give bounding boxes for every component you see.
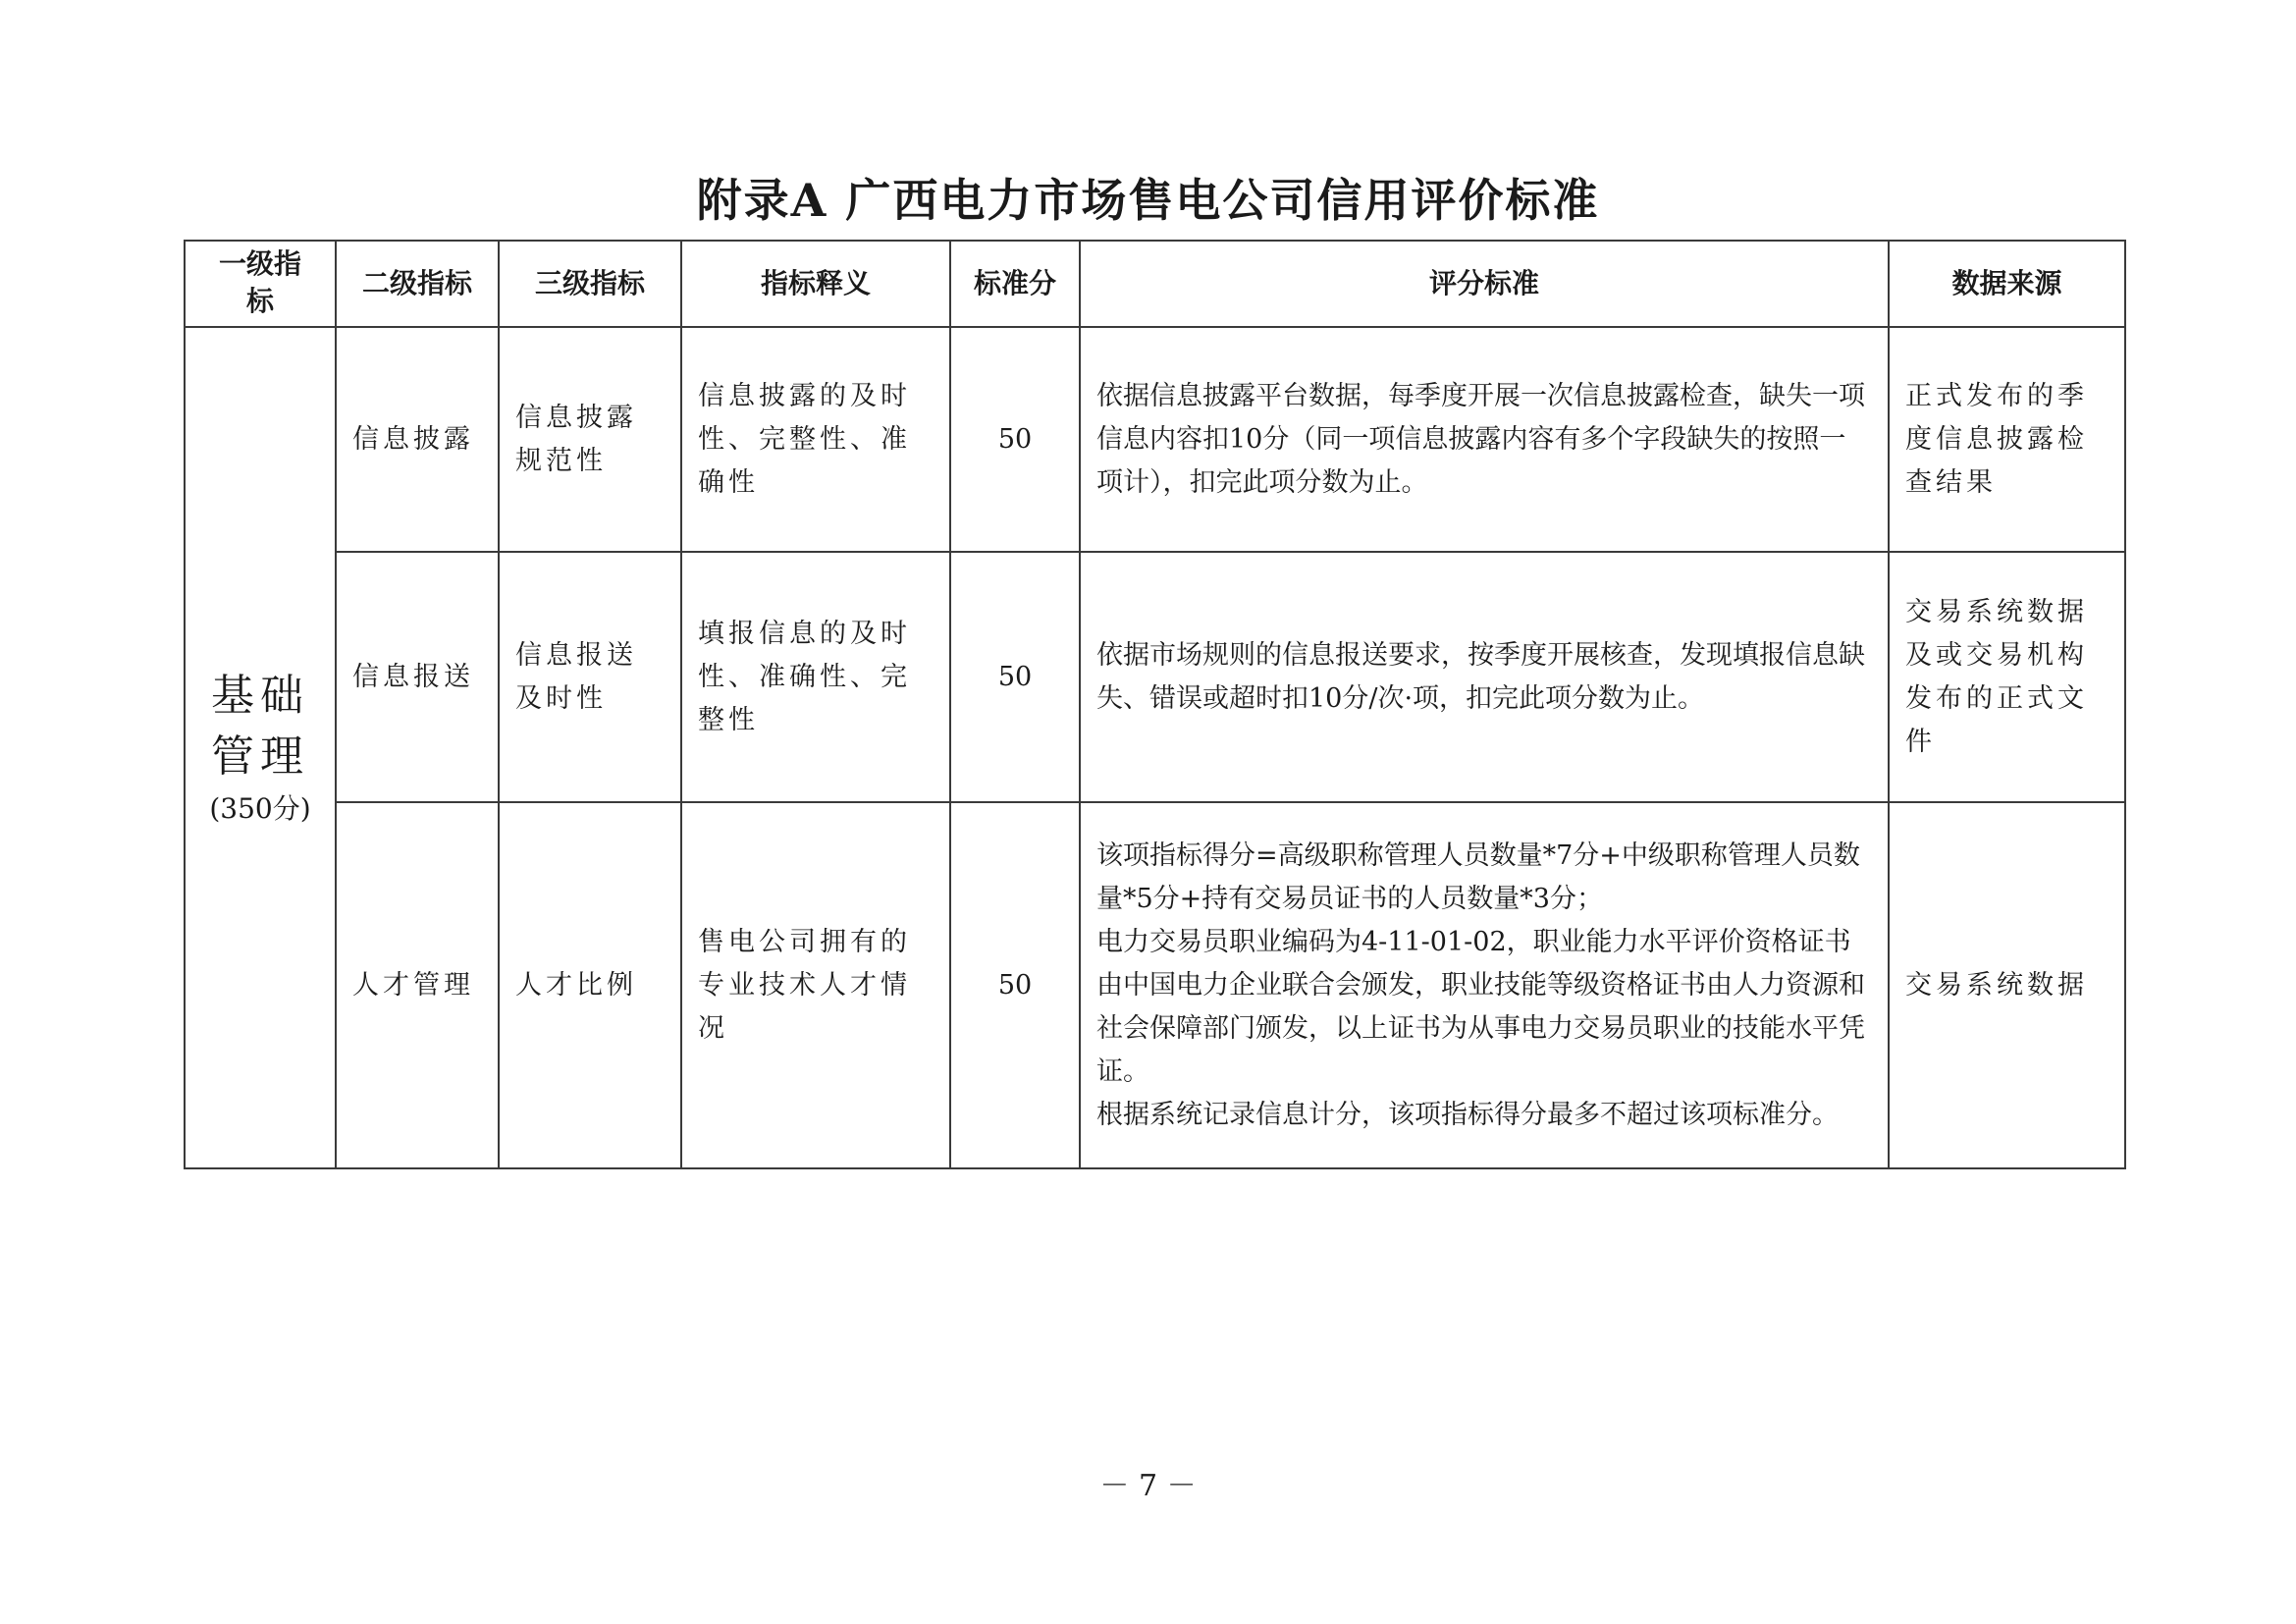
level2-indicator: 信息披露 xyxy=(336,327,499,552)
level3-indicator: 人才比例 xyxy=(499,802,681,1168)
level1-indicator-name: 基础管理 xyxy=(211,670,309,782)
indicator-definition: 填报信息的及时性、准确性、完整性 xyxy=(681,552,950,802)
indicator-definition: 售电公司拥有的专业技术人才情况 xyxy=(681,802,950,1168)
level3-indicator: 信息报送及时性 xyxy=(499,552,681,802)
scoring-criteria xyxy=(1080,327,1889,552)
standard-score: 50 xyxy=(950,327,1080,552)
table-row xyxy=(185,327,2125,552)
table-row xyxy=(185,802,2125,1168)
level3-indicator: 信息披露规范性 xyxy=(499,327,681,552)
scoring-criteria xyxy=(1080,802,1889,1168)
document-title: 附录A 广西电力市场售电公司信用评价标准 xyxy=(696,174,1600,227)
criteria-paragraph: 电力交易员职业编码为4-11-01-02，职业能力水平评价资格证书由中国电力企业联合会颁发，职业技能等级资格证书由人力资源和社会保障部门颁发，以上证书为从事电力交易员职业的技能水平凭证。 xyxy=(1096,926,1865,1087)
indicator-definition: 信息披露的及时性、完整性、准确性 xyxy=(681,327,950,552)
header-level3: 三级指标 xyxy=(499,241,681,327)
header-standard-score: 标准分 xyxy=(950,241,1080,327)
criteria-paragraph: 该项指标得分=高级职称管理人员数量*7分+中级职称管理人员数量*5分+持有交易员证书的人员数量*3分； xyxy=(1096,839,1860,914)
scoring-criteria xyxy=(1080,552,1889,802)
criteria-paragraph: 依据市场规则的信息报送要求，按季度开展核查，发现填报信息缺失、错误或超时扣10分/次·项，扣完此项分数为止。 xyxy=(1096,639,1865,714)
header-level2: 二级指标 xyxy=(336,241,499,327)
data-source: 交易系统数据及或交易机构发布的正式文件 xyxy=(1889,552,2125,802)
table-row xyxy=(185,552,2125,802)
header-data-source: 数据来源 xyxy=(1889,241,2125,327)
header-level1: 一级指标 xyxy=(185,241,336,327)
standard-score: 50 xyxy=(950,802,1080,1168)
data-source: 正式发布的季度信息披露检查结果 xyxy=(1889,327,2125,552)
standard-score: 50 xyxy=(950,552,1080,802)
level1-indicator-cell xyxy=(185,327,336,1168)
data-source: 交易系统数据 xyxy=(1889,802,2125,1168)
header-definition: 指标释义 xyxy=(681,241,950,327)
header-criteria: 评分标准 xyxy=(1080,241,1889,327)
page-number: － 7 － xyxy=(1099,1469,1197,1503)
level2-indicator: 信息报送 xyxy=(336,552,499,802)
criteria-paragraph: 依据信息披露平台数据，每季度开展一次信息披露检查，缺失一项信息内容扣10分（同一项信息披露内容有多个字段缺失的按照一项计），扣完此项分数为止。 xyxy=(1096,380,1865,498)
criteria-paragraph: 根据系统记录信息计分，该项指标得分最多不超过该项标准分。 xyxy=(1096,1099,1839,1130)
level2-indicator: 人才管理 xyxy=(336,802,499,1168)
credit-criteria-table xyxy=(184,240,2126,1169)
level1-indicator-score: (350分) xyxy=(209,791,311,825)
table-header-row xyxy=(185,241,2125,327)
